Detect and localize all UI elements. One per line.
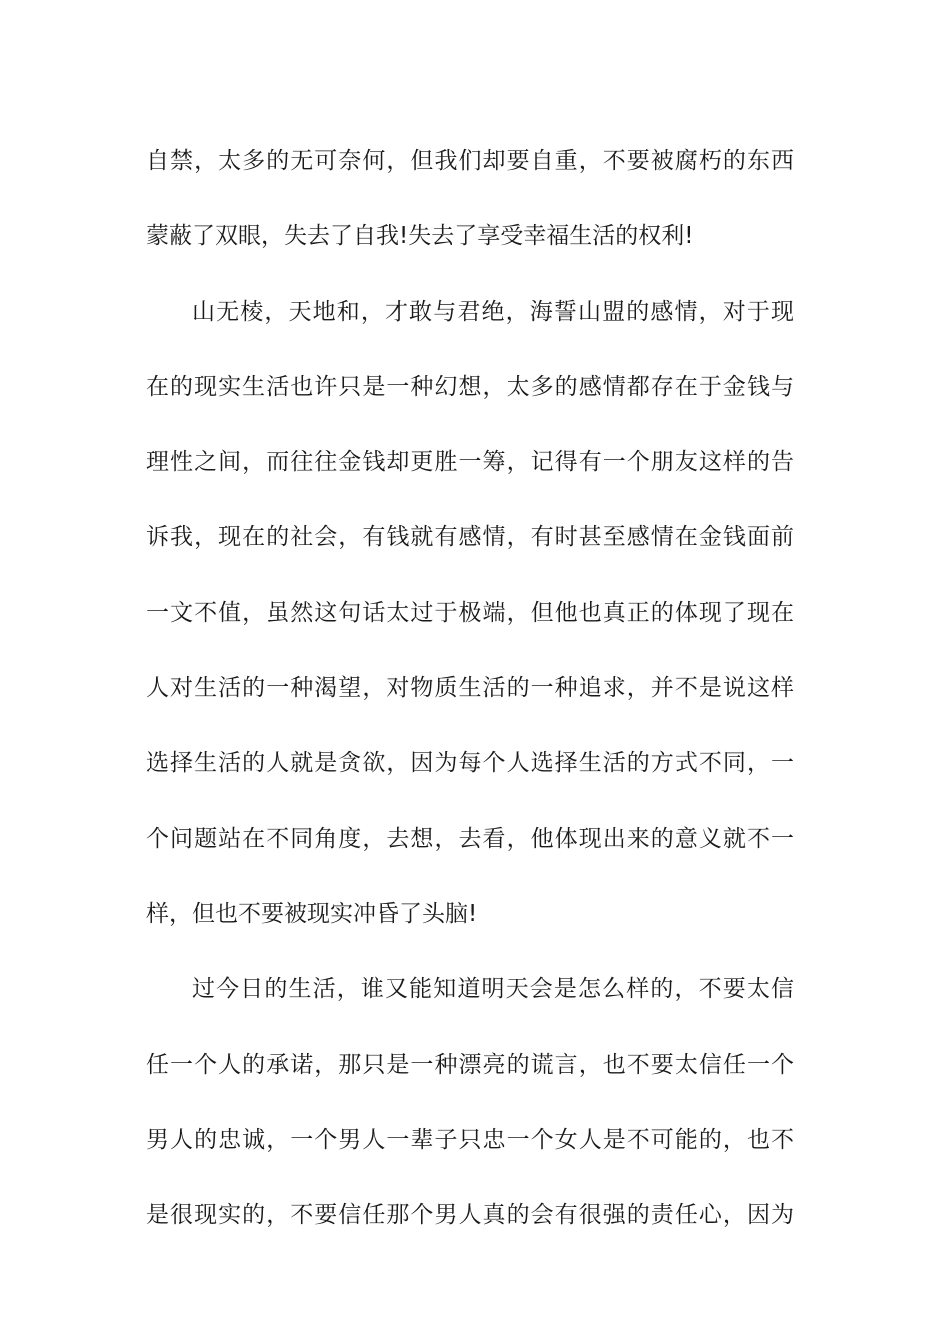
text-line: 人对生活的一种渴望，对物质生活的一种追求，并不是说这样: [146, 675, 794, 702]
text-line: 自禁，太多的无可奈何，但我们却要自重，不要被腐朽的东西: [146, 148, 794, 174]
text-line: 男人的忠诚，一个男人一辈子只忠一个女人是不可能的，也不: [146, 1126, 794, 1153]
text-line: 样，但也不要被现实冲昏了头脑!: [146, 900, 478, 927]
paragraph-first-line: 过今日的生活，谁又能知道明天会是怎么样的，不要太信: [192, 976, 794, 1003]
text-line: 任一个人的承诺，那只是一种漂亮的谎言，也不要太信任一个: [146, 1051, 794, 1078]
text-line: 诉我，现在的社会，有钱就有感情，有时甚至感情在金钱面前: [146, 524, 794, 551]
article-body: [146, 124, 794, 1253]
paragraph-first-line: 山无棱，天地和，才敢与君绝，海誓山盟的感情，对于现: [192, 298, 794, 325]
text-line: 是很现实的，不要信任那个男人真的会有很强的责任心，因为: [146, 1202, 794, 1229]
text-line: 个问题站在不同角度，去想，去看，他体现出来的意义就不一: [146, 825, 794, 852]
text-line: 一文不值，虽然这句话太过于极端，但他也真正的体现了现在: [146, 599, 794, 626]
text-line: 理性之间，而往往金钱却更胜一筹，记得有一个朋友这样的告: [146, 449, 794, 476]
text-line: 在的现实生活也许只是一种幻想，太多的感情都存在于金钱与: [146, 373, 794, 400]
text-line: 蒙蔽了双眼，失去了自我!失去了享受幸福生活的权利!: [146, 223, 694, 250]
text-line: 选择生活的人就是贪欲，因为每个人选择生活的方式不同，一: [146, 750, 794, 777]
